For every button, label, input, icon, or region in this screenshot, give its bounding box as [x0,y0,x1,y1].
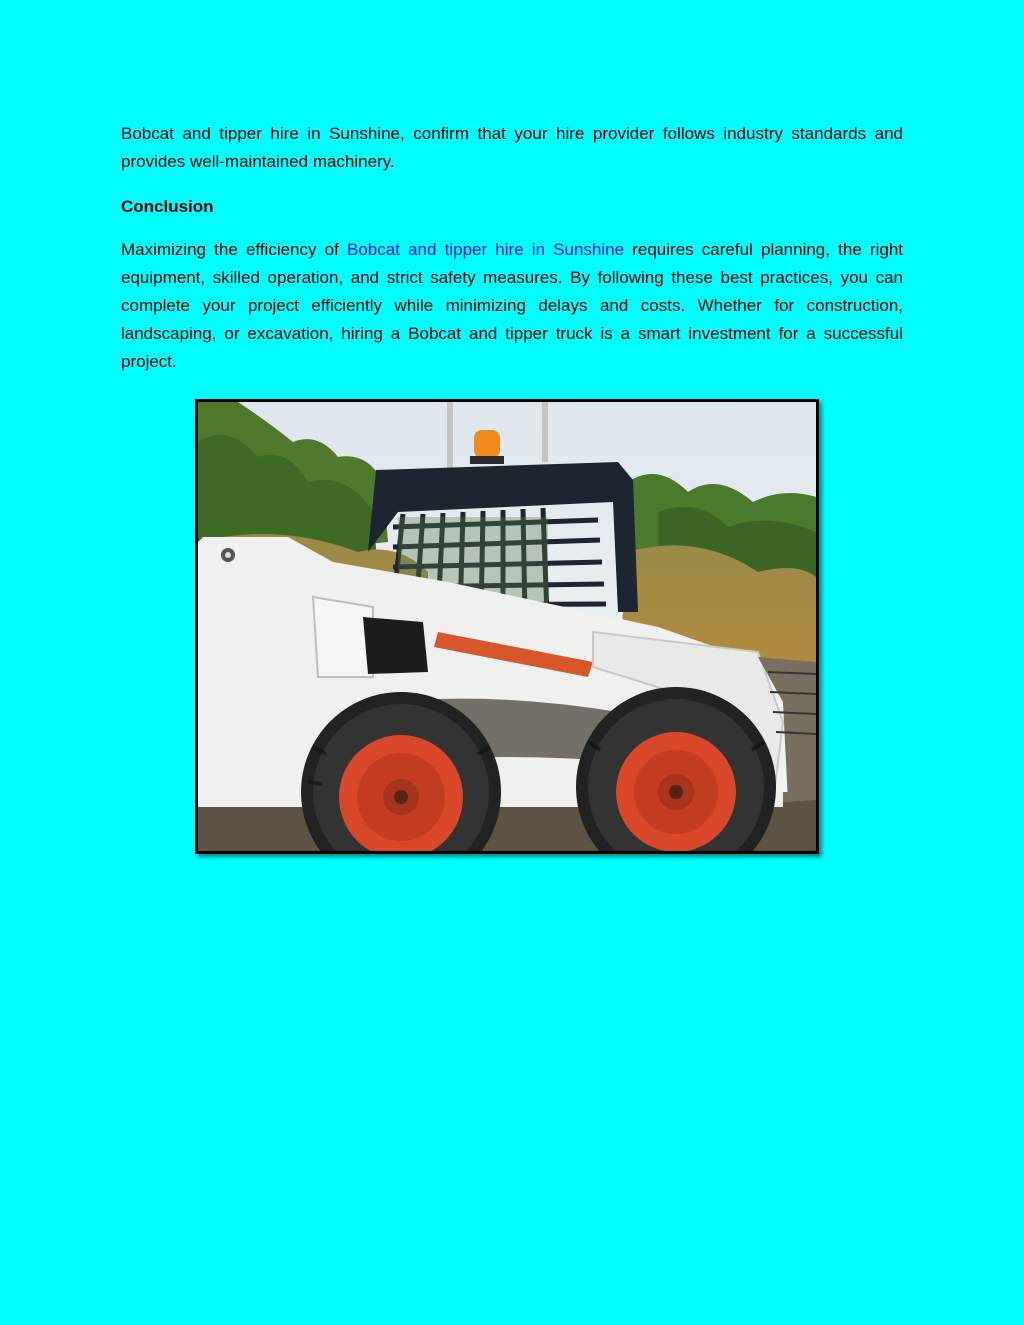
bobcat-tipper-hire-link[interactable]: Bobcat and tipper hire in Sunshine [347,240,625,259]
skid-steer-loader-illustration [198,402,816,851]
conclusion-text-before-link: Maximizing the efficiency of [121,240,348,259]
intro-paragraph: Bobcat and tipper hire in Sunshine, confirm that your hire provider follows industry standards and provides well-maintained machinery. [121,124,903,171]
conclusion-text-after-link: requires careful planning, the right equipment, skilled operation, and strict safety measures. By following these best practices, you can complete your project efficiently while minimizing delays and costs. Whether for construction, landscaping, or excavation, hiring a Bobcat and tipper truck is a smart investment for a successful project. [121,240,904,371]
skid-steer-loader-photo [195,399,819,854]
document-body [121,120,903,376]
conclusion-paragraph [121,236,903,376]
section-heading-conclusion: Conclusion [121,197,214,216]
